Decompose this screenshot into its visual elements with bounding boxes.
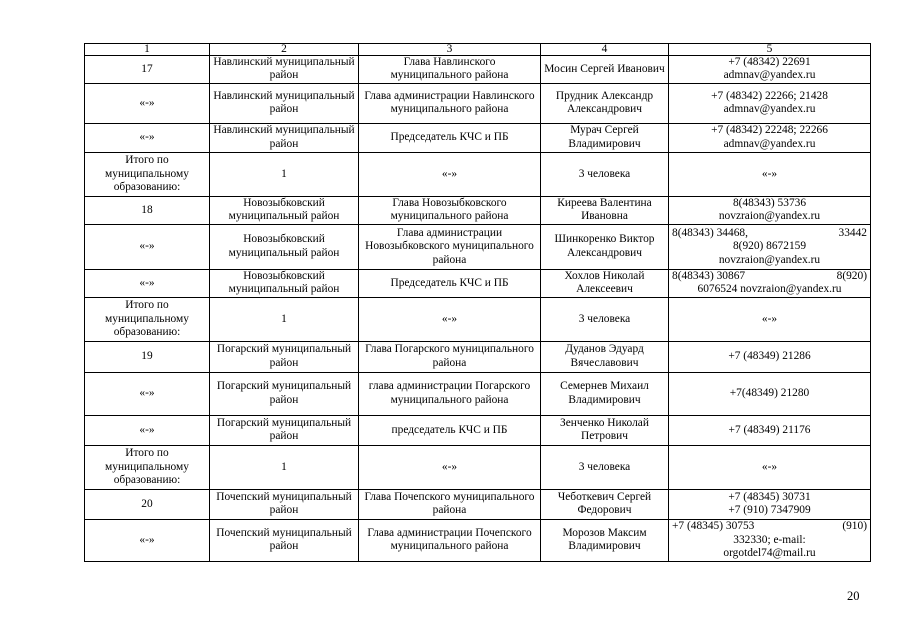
contact-cell: [669, 269, 871, 297]
position-cell: «-»: [359, 152, 541, 196]
contact-line: 8(920) 8672159: [732, 240, 807, 253]
position-cell: Глава Новозыбковского муниципального района: [359, 196, 541, 224]
header-cell-4: 4: [541, 44, 669, 56]
position-cell: Глава администрации Новозыбковского муниципального района: [359, 224, 541, 269]
table-row: [85, 83, 871, 123]
person-name-cell: Мурач Сергей Владимирович: [541, 123, 669, 152]
person-name-cell: 3 человека: [541, 152, 669, 196]
contact-cell: [669, 445, 871, 489]
contact-line: admnav@yandex.ru: [723, 103, 816, 116]
person-name-cell: Дуданов Эдуард Вячеславович: [541, 341, 669, 372]
district-cell: Погарский муниципальный район: [210, 372, 359, 415]
contact-fragment: +7 (48345) 30753: [672, 520, 755, 533]
table-row: [85, 123, 871, 152]
row-number-cell: 18: [85, 196, 210, 224]
position-cell: Глава администрации Навлинского муниципального района: [359, 83, 541, 123]
position-cell: Глава Почепского муниципального района: [359, 489, 541, 519]
person-name-cell: Семернев Михаил Владимирович: [541, 372, 669, 415]
contact-line: novzraion@yandex.ru: [718, 210, 821, 223]
district-cell: Новозыбковский муниципальный район: [210, 196, 359, 224]
row-number-cell: 20: [85, 489, 210, 519]
district-cell: Навлинский муниципальный район: [210, 83, 359, 123]
contact-line: +7 (48349) 21176: [728, 423, 811, 436]
contact-cell: [669, 415, 871, 445]
table-row: [85, 152, 871, 196]
contact-fragment: (910): [842, 520, 867, 533]
position-cell: «-»: [359, 297, 541, 341]
position-cell: председатель КЧС и ПБ: [359, 415, 541, 445]
contact-line: 6076524 novzraion@yandex.ru: [697, 283, 842, 296]
page-number: 20: [847, 589, 860, 603]
contact-line: orgotdel74@mail.ru: [723, 547, 816, 560]
table-row: [85, 341, 871, 372]
table-row: [85, 519, 871, 561]
contact-line: 332330; e-mail:: [733, 533, 806, 546]
contact-line: «-»: [761, 312, 778, 325]
district-cell: Почепский муниципальный район: [210, 489, 359, 519]
contact-line: +7 (48349) 21286: [728, 350, 811, 363]
contact-line: «-»: [761, 167, 778, 180]
district-cell: Погарский муниципальный район: [210, 415, 359, 445]
table-row: [85, 269, 871, 297]
contact-fragment: 8(48343) 34468,: [672, 226, 748, 239]
contact-cell: [669, 56, 871, 84]
table-body: [85, 44, 871, 562]
person-name-cell: Зенченко Николай Петрович: [541, 415, 669, 445]
table-row: [85, 224, 871, 269]
header-cell-1: 1: [85, 44, 210, 56]
table-row: [85, 372, 871, 415]
row-number-cell: «-»: [85, 123, 210, 152]
contact-cell: [669, 341, 871, 372]
contact-line: [672, 520, 867, 533]
person-name-cell: Шинкоренко Виктор Александрович: [541, 224, 669, 269]
contacts-table: [84, 43, 871, 562]
contact-cell: [669, 489, 871, 519]
position-cell: глава администрации Погарского муниципального района: [359, 372, 541, 415]
position-cell: Глава Навлинского муниципального района: [359, 56, 541, 84]
table-row: [85, 415, 871, 445]
contact-cell: [669, 519, 871, 561]
row-number-cell: 17: [85, 56, 210, 84]
person-name-cell: Мосин Сергей Иванович: [541, 56, 669, 84]
person-name-cell: Морозов Максим Владимирович: [541, 519, 669, 561]
contact-line: +7(48349) 21280: [729, 387, 810, 400]
row-number-cell: «-»: [85, 224, 210, 269]
contact-line: [672, 270, 867, 283]
district-cell: 1: [210, 445, 359, 489]
row-number-cell: Итого по муниципальному образованию:: [85, 445, 210, 489]
person-name-cell: Чеботкевич Сергей Федорович: [541, 489, 669, 519]
contact-fragment: 8(48343) 30867: [672, 269, 746, 282]
header-cell-2: 2: [210, 44, 359, 56]
position-cell: Председатель КЧС и ПБ: [359, 123, 541, 152]
position-cell: Председатель КЧС и ПБ: [359, 269, 541, 297]
row-number-cell: «-»: [85, 372, 210, 415]
header-cell-5: 5: [669, 44, 871, 56]
person-name-cell: Хохлов Николай Алексеевич: [541, 269, 669, 297]
contact-line: novzraion@yandex.ru: [718, 253, 821, 266]
row-number-cell: «-»: [85, 415, 210, 445]
contact-cell: [669, 152, 871, 196]
person-name-cell: 3 человека: [541, 445, 669, 489]
contact-line: [672, 227, 867, 240]
contact-line: +7 (910) 7347909: [728, 504, 811, 517]
row-number-cell: «-»: [85, 519, 210, 561]
contact-cell: [669, 123, 871, 152]
position-cell: «-»: [359, 445, 541, 489]
contact-cell: [669, 83, 871, 123]
contact-line: +7 (48345) 30731: [728, 490, 811, 503]
position-cell: Глава администрации Почепского муниципального района: [359, 519, 541, 561]
header-row: [85, 44, 871, 56]
contact-cell: [669, 224, 871, 269]
contact-cell: [669, 196, 871, 224]
contact-fragment: 33442: [838, 226, 867, 239]
table-row: [85, 297, 871, 341]
header-cell-3: 3: [359, 44, 541, 56]
table-row: [85, 56, 871, 84]
contact-fragment: 8(920): [836, 269, 867, 282]
district-cell: 1: [210, 152, 359, 196]
row-number-cell: «-»: [85, 83, 210, 123]
contact-line: +7 (48342) 22248; 22266: [711, 124, 828, 137]
contact-line: admnav@yandex.ru: [723, 137, 816, 150]
contact-line: 8(48343) 53736: [732, 196, 807, 209]
row-number-cell: 19: [85, 341, 210, 372]
district-cell: Почепский муниципальный район: [210, 519, 359, 561]
district-cell: Навлинский муниципальный район: [210, 123, 359, 152]
row-number-cell: Итого по муниципальному образованию:: [85, 297, 210, 341]
person-name-cell: 3 человека: [541, 297, 669, 341]
district-cell: 1: [210, 297, 359, 341]
contact-line: +7 (48342) 22266; 21428: [711, 89, 828, 102]
table-row: [85, 445, 871, 489]
district-cell: Погарский муниципальный район: [210, 341, 359, 372]
contact-cell: [669, 297, 871, 341]
person-name-cell: Прудник Александр Александрович: [541, 83, 669, 123]
contact-line: +7 (48342) 22691: [728, 56, 811, 68]
person-name-cell: Киреева Валентина Ивановна: [541, 196, 669, 224]
contact-line: «-»: [761, 460, 778, 473]
table-row: [85, 489, 871, 519]
district-cell: Новозыбковский муниципальный район: [210, 224, 359, 269]
table-row: [85, 196, 871, 224]
position-cell: Глава Погарского муниципального района: [359, 341, 541, 372]
row-number-cell: Итого по муниципальному образованию:: [85, 152, 210, 196]
row-number-cell: «-»: [85, 269, 210, 297]
district-cell: Навлинский муниципальный район: [210, 56, 359, 84]
district-cell: Новозыбковский муниципальный район: [210, 269, 359, 297]
contact-cell: [669, 372, 871, 415]
contact-line: admnav@yandex.ru: [723, 69, 816, 82]
